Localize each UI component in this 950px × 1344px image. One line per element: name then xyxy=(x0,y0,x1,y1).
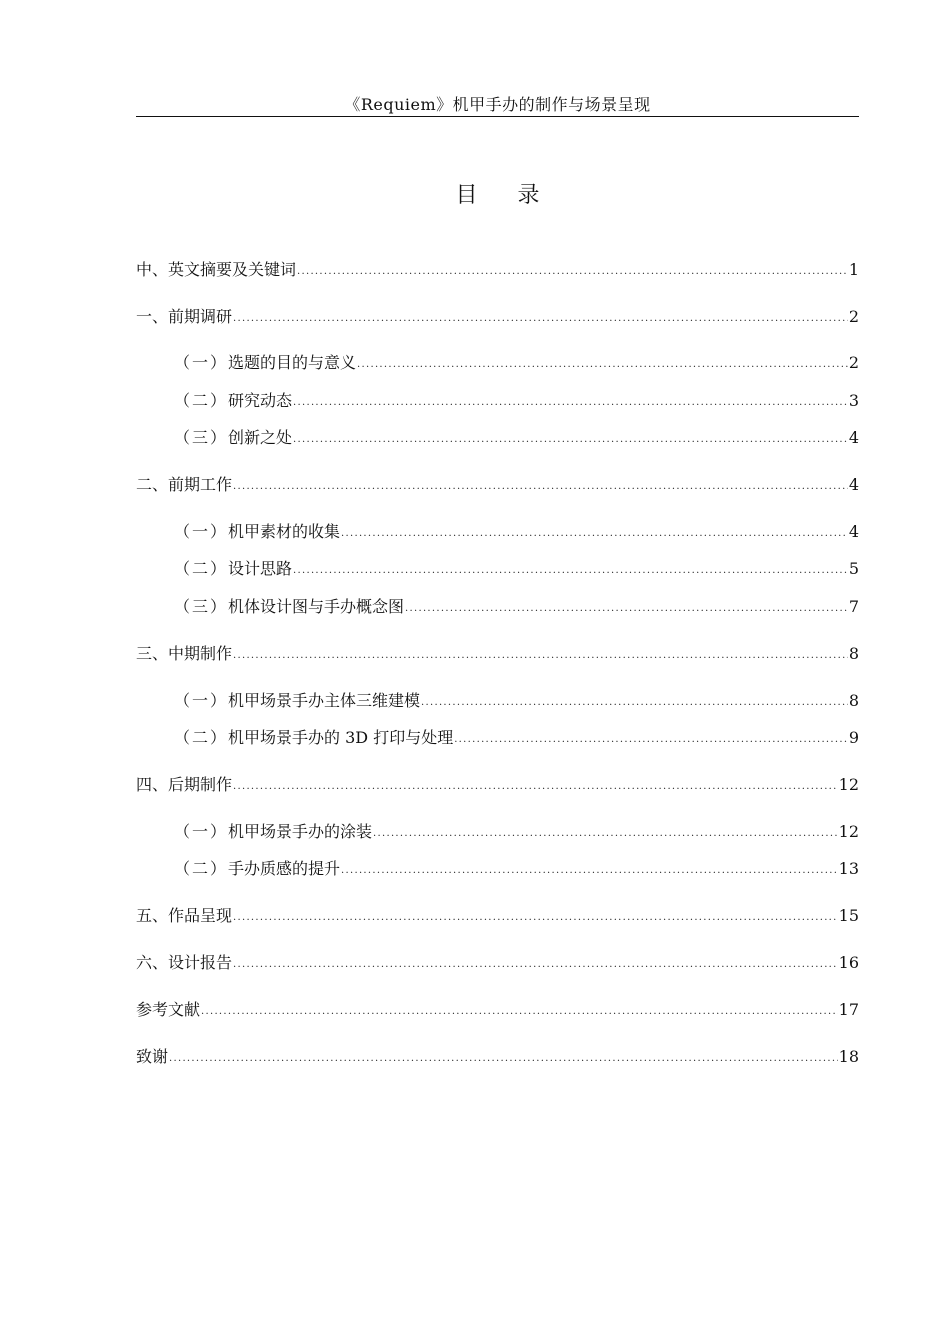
toc-page-number: 12 xyxy=(838,822,859,841)
toc-page-number: 12 xyxy=(838,775,859,794)
running-header: 《Requiem》机甲手办的制作与场景呈现 xyxy=(344,95,651,114)
toc-entry-label: 机体设计图与手办概念图 xyxy=(228,597,405,616)
toc-dot-leader xyxy=(233,306,848,325)
toc-entry-section-6[interactable] xyxy=(136,950,859,972)
toc-entry-label: 机甲场景手办的涂装 xyxy=(228,822,373,841)
toc-entry-label: 研究动态 xyxy=(228,391,293,410)
toc-entry-section-4-1[interactable] xyxy=(174,819,859,841)
toc-page-number: 18 xyxy=(838,1047,859,1066)
toc-entry-label: 四、后期制作 xyxy=(136,775,233,794)
toc-entry-section-3-1[interactable] xyxy=(174,688,859,710)
toc-entry-number: （一） xyxy=(174,691,229,710)
toc-entry-label: 机甲素材的收集 xyxy=(228,522,341,541)
toc-dot-leader xyxy=(357,352,848,371)
toc-dot-leader xyxy=(341,858,838,877)
toc-dot-leader xyxy=(233,774,838,793)
toc-entry-label: 手办质感的提升 xyxy=(228,859,341,878)
toc-entry-number: （一） xyxy=(174,822,229,841)
toc-page-number: 15 xyxy=(838,906,859,925)
toc-page-number: 2 xyxy=(848,307,859,326)
toc-entry-references[interactable] xyxy=(136,997,859,1019)
toc-dot-leader xyxy=(373,821,838,840)
toc-entry-section-3[interactable] xyxy=(136,641,859,663)
toc-entry-number: （二） xyxy=(174,728,229,747)
toc-dot-leader xyxy=(169,1046,838,1065)
toc-dot-leader xyxy=(233,643,848,662)
toc-entry-label: 创新之处 xyxy=(228,428,293,447)
toc-entry-label: 二、前期工作 xyxy=(136,475,233,494)
toc-dot-leader xyxy=(233,474,848,493)
toc-dot-leader xyxy=(201,999,838,1018)
toc-page-number: 5 xyxy=(848,559,859,578)
toc-entry-label: 六、设计报告 xyxy=(136,953,233,972)
toc-dot-leader xyxy=(233,905,838,924)
toc-dot-leader xyxy=(293,558,848,577)
toc-entry-label: 机甲场景手办主体三维建模 xyxy=(228,691,421,710)
toc-entry-label: 中、英文摘要及关键词 xyxy=(136,260,297,279)
toc-dot-leader xyxy=(297,259,848,278)
toc-dot-leader xyxy=(293,427,848,446)
toc-entry-number: （三） xyxy=(174,597,229,616)
toc-page-number: 8 xyxy=(848,644,859,663)
toc-entry-section-1-1[interactable] xyxy=(174,350,859,372)
toc-entry-label: 机甲场景手办的 3D 打印与处理 xyxy=(228,728,454,747)
toc-title: 目录 xyxy=(455,183,580,208)
toc-entry-number: （三） xyxy=(174,428,229,447)
toc-entry-label: 参考文献 xyxy=(136,1000,201,1019)
toc-entry-label: 一、前期调研 xyxy=(136,307,233,326)
toc-entry-section-1-3[interactable] xyxy=(174,425,859,447)
toc-entry-label: 致谢 xyxy=(136,1047,169,1066)
toc-entry-section-2-1[interactable] xyxy=(174,519,859,541)
toc-entry-abstract[interactable] xyxy=(136,257,859,279)
toc-dot-leader xyxy=(233,952,838,971)
toc-dot-leader xyxy=(405,596,848,615)
toc-page-number: 4 xyxy=(848,428,859,447)
toc-entry-label: 选题的目的与意义 xyxy=(228,353,357,372)
header-divider xyxy=(136,116,859,117)
toc-entry-section-3-2[interactable] xyxy=(174,725,859,747)
toc-entry-section-4[interactable] xyxy=(136,772,859,794)
toc-entry-section-1-2[interactable] xyxy=(174,388,859,410)
toc-page-number: 1 xyxy=(848,260,859,279)
toc-dot-leader xyxy=(421,690,848,709)
toc-entry-acknowledgements[interactable] xyxy=(136,1044,859,1066)
toc-page-number: 3 xyxy=(848,391,859,410)
toc-page-number: 4 xyxy=(848,475,859,494)
toc-entry-label: 设计思路 xyxy=(228,559,293,578)
toc-dot-leader xyxy=(341,521,848,540)
toc-entry-number: （二） xyxy=(174,391,229,410)
toc-dot-leader xyxy=(293,390,848,409)
toc-page-number: 16 xyxy=(838,953,859,972)
toc-entry-number: （二） xyxy=(174,559,229,578)
toc-entry-section-2-3[interactable] xyxy=(174,594,859,616)
toc-page-number: 8 xyxy=(848,691,859,710)
toc-dot-leader xyxy=(454,727,848,746)
toc-entry-number: （一） xyxy=(174,353,229,372)
toc-page-number: 4 xyxy=(848,522,859,541)
toc-page-number: 9 xyxy=(848,728,859,747)
toc-entry-section-1[interactable] xyxy=(136,304,859,326)
toc-entry-section-2[interactable] xyxy=(136,472,859,494)
toc-entry-label: 五、作品呈现 xyxy=(136,906,233,925)
toc-entry-section-5[interactable] xyxy=(136,903,859,925)
toc-page-number: 13 xyxy=(838,859,859,878)
toc-page-number: 17 xyxy=(838,1000,859,1019)
toc-entry-section-2-2[interactable] xyxy=(174,556,859,578)
toc-entry-number: （二） xyxy=(174,859,229,878)
toc-entry-label: 三、中期制作 xyxy=(136,644,233,663)
toc-entry-number: （一） xyxy=(174,522,229,541)
toc-page-number: 2 xyxy=(848,353,859,372)
toc-page-number: 7 xyxy=(848,597,859,616)
toc-entry-section-4-2[interactable] xyxy=(174,856,859,878)
